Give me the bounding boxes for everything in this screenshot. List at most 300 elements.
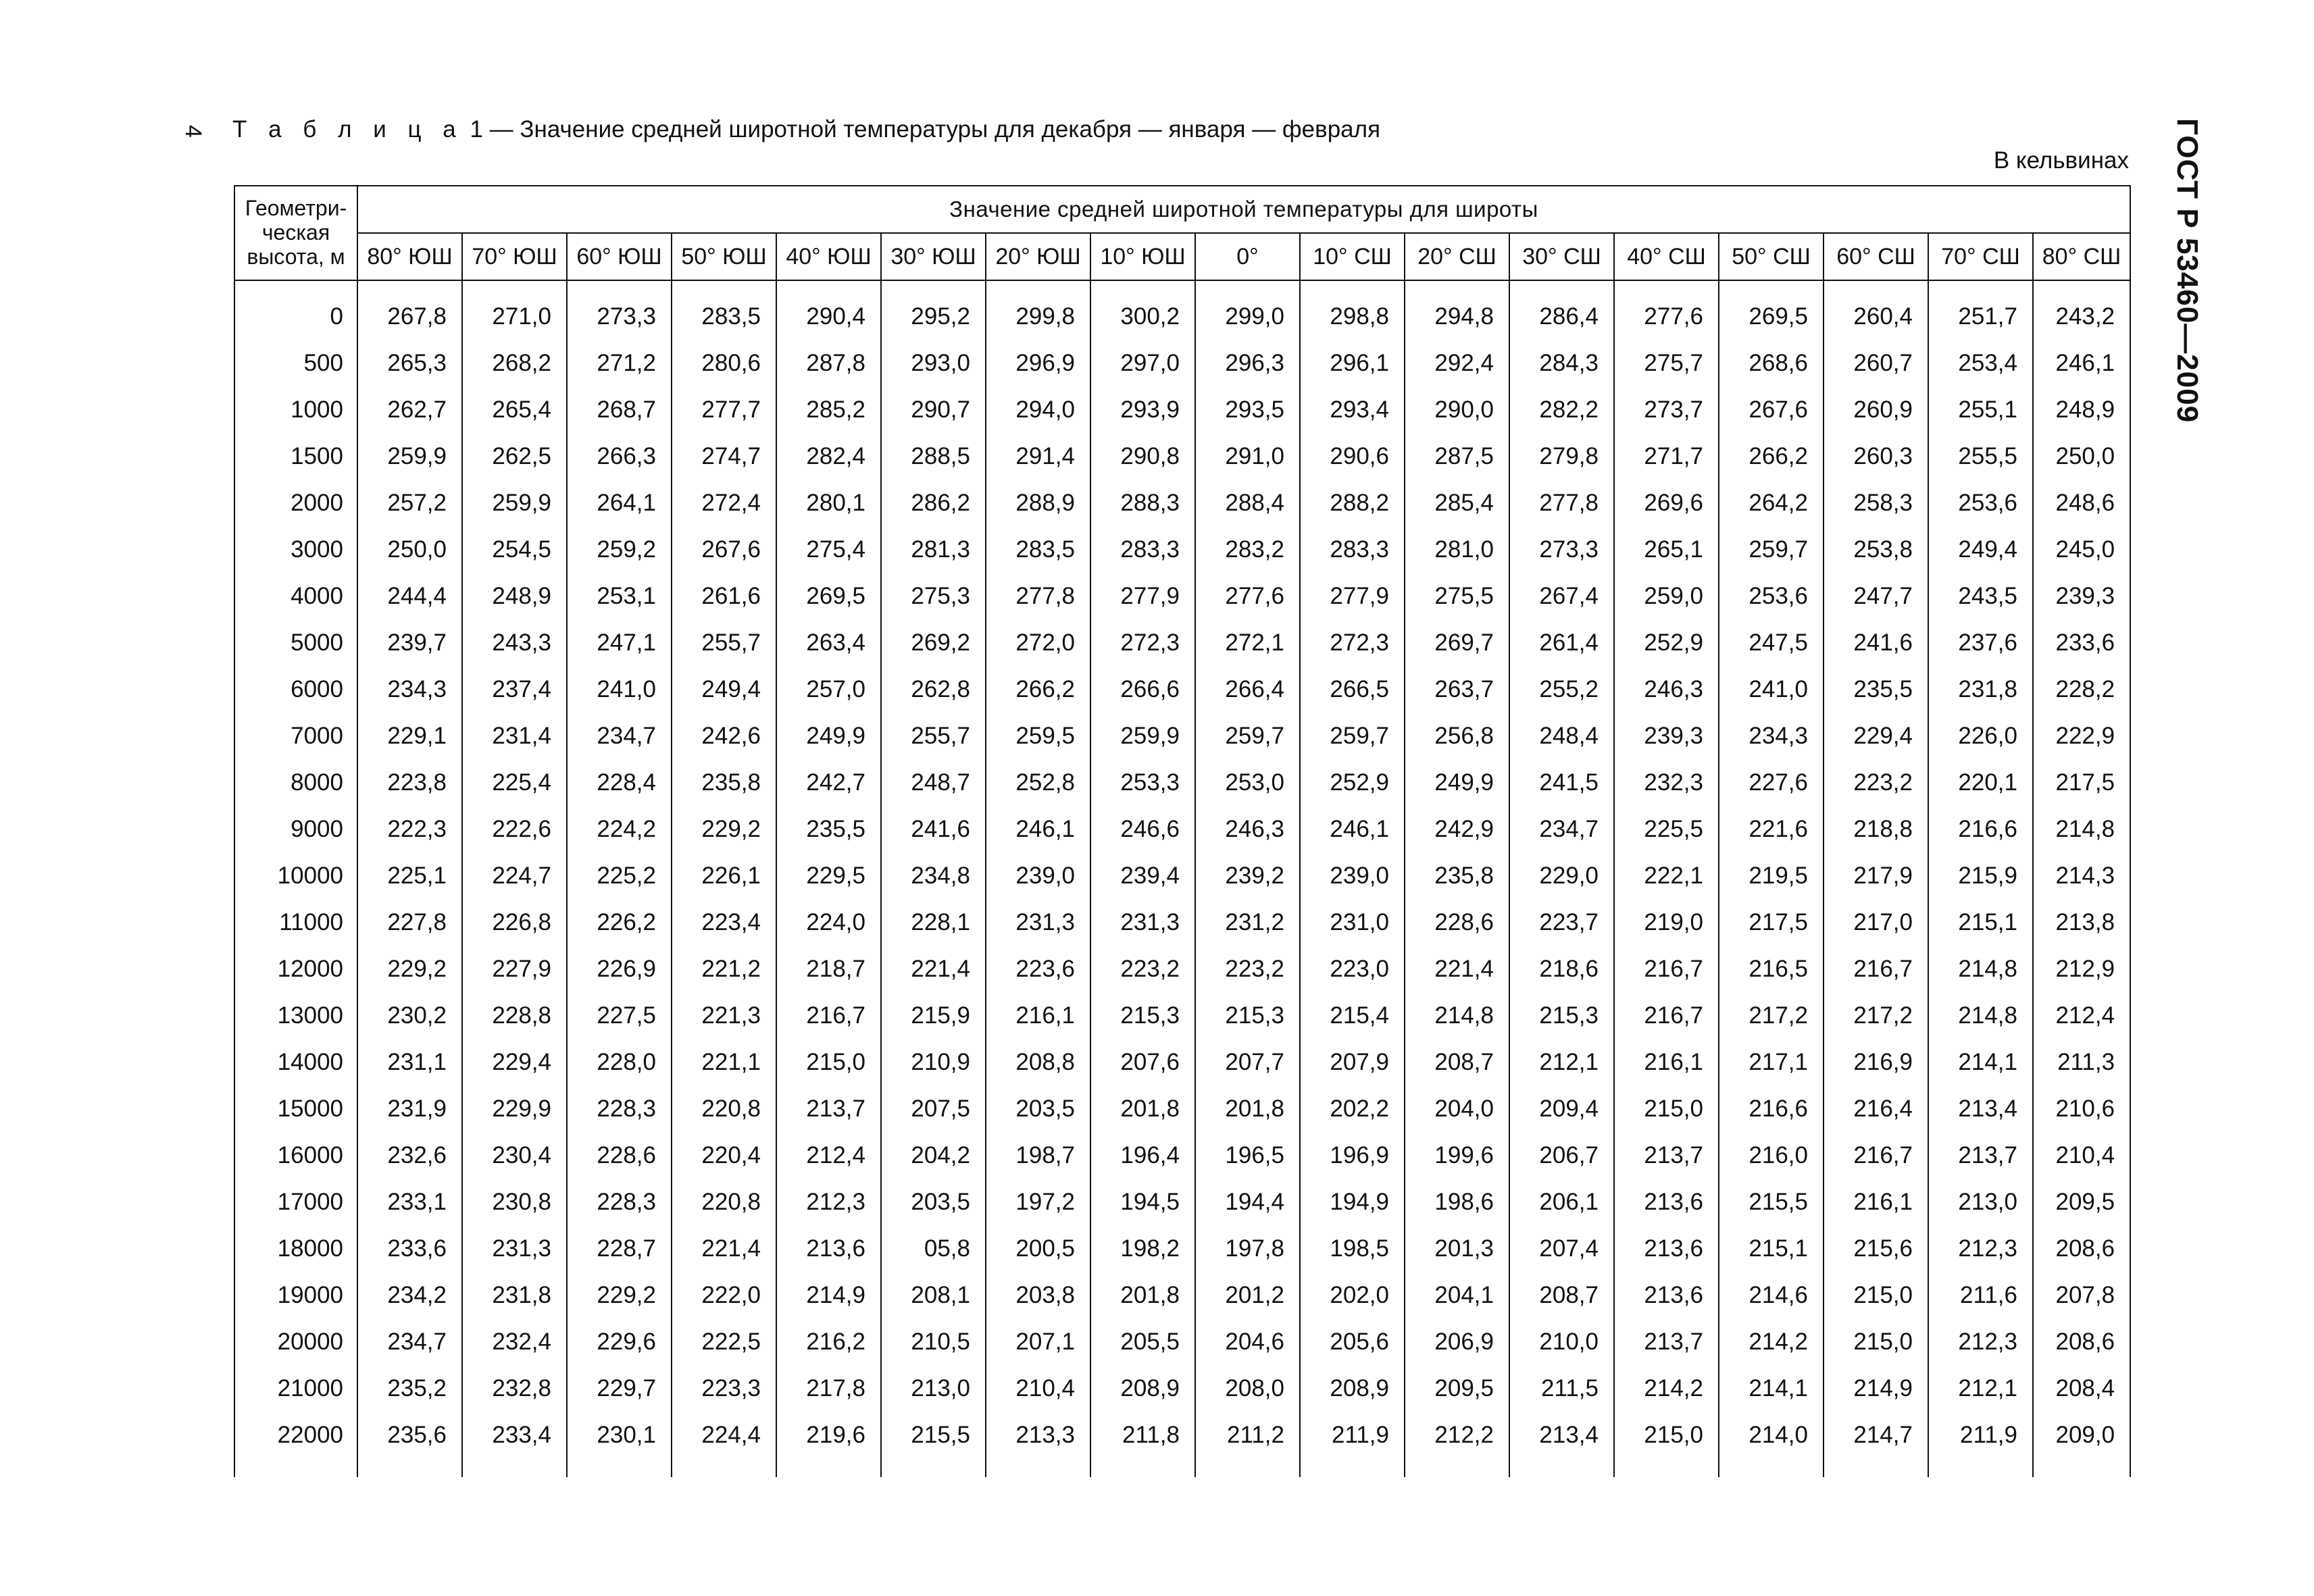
temperature-cell: 227,8 bbox=[357, 899, 462, 946]
temperature-cell: 244,4 bbox=[357, 573, 462, 619]
temperature-cell: 269,5 bbox=[776, 573, 881, 619]
temperature-cell: 215,9 bbox=[881, 992, 986, 1039]
latitude-header: 50° СШ bbox=[1719, 233, 1823, 280]
table-row bbox=[234, 1272, 2130, 1318]
temperature-cell: 247,1 bbox=[567, 619, 672, 666]
temperature-cell: 266,2 bbox=[986, 666, 1090, 713]
temperature-cell: 262,8 bbox=[881, 666, 986, 713]
temperature-cell: 208,7 bbox=[1405, 1039, 1509, 1085]
temperature-cell: 201,8 bbox=[1090, 1085, 1195, 1132]
height-cell: 11000 bbox=[234, 899, 357, 946]
temperature-cell: 232,3 bbox=[1614, 759, 1719, 806]
temperature-cell: 239,3 bbox=[2033, 573, 2130, 619]
temperature-cell: 242,6 bbox=[672, 713, 776, 759]
temperature-cell: 213,4 bbox=[1509, 1412, 1614, 1458]
table-row bbox=[234, 992, 2130, 1039]
tail-cell bbox=[1614, 1458, 1719, 1477]
temperature-cell: 246,1 bbox=[986, 806, 1090, 852]
temperature-cell: 255,5 bbox=[1928, 433, 2033, 480]
temperature-cell: 275,4 bbox=[776, 526, 881, 573]
temperature-cell: 217,2 bbox=[1823, 992, 1928, 1039]
temperature-cell: 296,1 bbox=[1300, 340, 1405, 386]
temperature-cell: 248,9 bbox=[462, 573, 567, 619]
temperature-cell: 212,2 bbox=[1405, 1412, 1509, 1458]
temperature-cell: 207,1 bbox=[986, 1318, 1090, 1365]
tail-cell bbox=[1090, 1458, 1195, 1477]
temperature-cell: 285,4 bbox=[1405, 480, 1509, 526]
latitude-header: 40° ЮШ bbox=[776, 233, 881, 280]
temperature-cell: 221,4 bbox=[1405, 946, 1509, 992]
temperature-cell: 207,5 bbox=[881, 1085, 986, 1132]
temperature-cell: 231,3 bbox=[986, 899, 1090, 946]
temperature-cell: 203,8 bbox=[986, 1272, 1090, 1318]
temperature-cell: 231,3 bbox=[1090, 899, 1195, 946]
temperature-cell: 216,7 bbox=[1614, 946, 1719, 992]
gap-cell bbox=[234, 280, 357, 293]
temperature-cell: 239,0 bbox=[1300, 852, 1405, 899]
temperature-cell: 204,6 bbox=[1195, 1318, 1300, 1365]
temperature-cell: 277,6 bbox=[1195, 573, 1300, 619]
temperature-cell: 222,0 bbox=[672, 1272, 776, 1318]
height-cell: 19000 bbox=[234, 1272, 357, 1318]
temperature-cell: 220,1 bbox=[1928, 759, 2033, 806]
temperature-cell: 256,8 bbox=[1405, 713, 1509, 759]
temperature-cell: 275,5 bbox=[1405, 573, 1509, 619]
temperature-cell: 252,9 bbox=[1300, 759, 1405, 806]
height-cell: 8000 bbox=[234, 759, 357, 806]
temperature-cell: 221,3 bbox=[672, 992, 776, 1039]
temperature-cell: 250,0 bbox=[357, 526, 462, 573]
temperature-cell: 248,6 bbox=[2033, 480, 2130, 526]
temperature-cell: 228,3 bbox=[567, 1085, 672, 1132]
temperature-cell: 279,8 bbox=[1509, 433, 1614, 480]
temperature-cell: 229,2 bbox=[672, 806, 776, 852]
temperature-cell: 216,6 bbox=[1928, 806, 2033, 852]
temperature-cell: 231,4 bbox=[462, 713, 567, 759]
temperature-cell: 239,2 bbox=[1195, 852, 1300, 899]
temperature-cell: 300,2 bbox=[1090, 293, 1195, 340]
temperature-cell: 242,7 bbox=[776, 759, 881, 806]
temperature-cell: 219,6 bbox=[776, 1412, 881, 1458]
temperature-cell: 267,4 bbox=[1509, 573, 1614, 619]
temperature-cell: 293,0 bbox=[881, 340, 986, 386]
temperature-cell: 281,0 bbox=[1405, 526, 1509, 573]
temperature-cell: 249,9 bbox=[776, 713, 881, 759]
temperature-cell: 230,2 bbox=[357, 992, 462, 1039]
temperature-cell: 248,7 bbox=[881, 759, 986, 806]
temperature-cell: 223,4 bbox=[672, 899, 776, 946]
temperature-cell: 272,3 bbox=[1300, 619, 1405, 666]
temperature-cell: 229,9 bbox=[462, 1085, 567, 1132]
table-row bbox=[234, 899, 2130, 946]
temperature-cell: 223,2 bbox=[1823, 759, 1928, 806]
latitude-header: 40° СШ bbox=[1614, 233, 1719, 280]
temperature-cell: 223,3 bbox=[672, 1365, 776, 1412]
temperature-cell: 218,6 bbox=[1509, 946, 1614, 992]
temperature-cell: 216,7 bbox=[1823, 1132, 1928, 1179]
temperature-cell: 207,4 bbox=[1509, 1225, 1614, 1272]
temperature-cell: 268,7 bbox=[567, 386, 672, 433]
tail-cell bbox=[234, 1458, 357, 1477]
temperature-cell: 225,1 bbox=[357, 852, 462, 899]
temperature-cell: 235,6 bbox=[357, 1412, 462, 1458]
temperature-cell: 220,8 bbox=[672, 1179, 776, 1225]
temperature-cell: 255,7 bbox=[881, 713, 986, 759]
temperature-cell: 222,6 bbox=[462, 806, 567, 852]
temperature-cell: 222,1 bbox=[1614, 852, 1719, 899]
temperature-cell: 269,6 bbox=[1614, 480, 1719, 526]
temperature-cell: 260,3 bbox=[1823, 433, 1928, 480]
temperature-cell: 232,6 bbox=[357, 1132, 462, 1179]
temperature-cell: 299,0 bbox=[1195, 293, 1300, 340]
temperature-cell: 293,5 bbox=[1195, 386, 1300, 433]
temperature-cell: 273,3 bbox=[1509, 526, 1614, 573]
temperature-cell: 228,2 bbox=[2033, 666, 2130, 713]
height-cell: 13000 bbox=[234, 992, 357, 1039]
gap-cell bbox=[881, 280, 986, 293]
temperature-cell: 214,2 bbox=[1719, 1318, 1823, 1365]
temperature-cell: 249,4 bbox=[1928, 526, 2033, 573]
temperature-cell: 216,7 bbox=[776, 992, 881, 1039]
temperature-cell: 213,7 bbox=[1614, 1132, 1719, 1179]
temperature-cell: 213,6 bbox=[1614, 1225, 1719, 1272]
gap-cell bbox=[567, 280, 672, 293]
temperature-cell: 213,0 bbox=[1928, 1179, 2033, 1225]
temperature-cell: 225,2 bbox=[567, 852, 672, 899]
temperature-cell: 229,1 bbox=[357, 713, 462, 759]
temperature-cell: 242,9 bbox=[1405, 806, 1509, 852]
temperature-cell: 259,9 bbox=[1090, 713, 1195, 759]
latitude-header: 80° ЮШ bbox=[357, 233, 462, 280]
temperature-cell: 228,1 bbox=[881, 899, 986, 946]
temperature-cell: 229,7 bbox=[567, 1365, 672, 1412]
temperature-cell: 228,8 bbox=[462, 992, 567, 1039]
gap-cell bbox=[1823, 280, 1928, 293]
table-row bbox=[234, 806, 2130, 852]
temperature-cell: 246,6 bbox=[1090, 806, 1195, 852]
temperature-cell: 204,0 bbox=[1405, 1085, 1509, 1132]
temperature-cell: 213,6 bbox=[776, 1225, 881, 1272]
temperature-cell: 226,1 bbox=[672, 852, 776, 899]
temperature-cell: 287,5 bbox=[1405, 433, 1509, 480]
temperature-cell: 212,3 bbox=[1928, 1318, 2033, 1365]
temperature-cell: 260,9 bbox=[1823, 386, 1928, 433]
temperature-cell: 234,3 bbox=[357, 666, 462, 713]
latitude-header: 30° СШ bbox=[1509, 233, 1614, 280]
temperature-cell: 239,3 bbox=[1614, 713, 1719, 759]
temperature-cell: 212,3 bbox=[776, 1179, 881, 1225]
latitude-header: 20° ЮШ bbox=[986, 233, 1090, 280]
table-caption bbox=[232, 116, 1380, 143]
temperature-cell: 269,2 bbox=[881, 619, 986, 666]
temperature-cell: 255,1 bbox=[1928, 386, 2033, 433]
temperature-cell: 273,3 bbox=[567, 293, 672, 340]
temperature-cell: 259,9 bbox=[357, 433, 462, 480]
temperature-cell: 293,9 bbox=[1090, 386, 1195, 433]
temperature-cell: 259,9 bbox=[462, 480, 567, 526]
temperature-cell: 215,5 bbox=[1719, 1179, 1823, 1225]
document-code: ГОСТ Р 53460—2009 bbox=[2171, 118, 2204, 423]
temperature-cell: 234,7 bbox=[1509, 806, 1614, 852]
temperature-cell: 209,5 bbox=[2033, 1179, 2130, 1225]
temperature-cell: 227,5 bbox=[567, 992, 672, 1039]
table-row bbox=[234, 759, 2130, 806]
gap-cell bbox=[672, 280, 776, 293]
temperature-cell: 283,5 bbox=[986, 526, 1090, 573]
temperature-cell: 257,0 bbox=[776, 666, 881, 713]
temperature-cell: 261,6 bbox=[672, 573, 776, 619]
temperature-cell: 260,4 bbox=[1823, 293, 1928, 340]
temperature-cell: 266,5 bbox=[1300, 666, 1405, 713]
temperature-cell: 235,8 bbox=[1405, 852, 1509, 899]
height-cell: 7000 bbox=[234, 713, 357, 759]
temperature-cell: 239,7 bbox=[357, 619, 462, 666]
height-cell: 20000 bbox=[234, 1318, 357, 1365]
tail-cell bbox=[1823, 1458, 1928, 1477]
temperature-cell: 216,0 bbox=[1719, 1132, 1823, 1179]
temperature-cell: 230,4 bbox=[462, 1132, 567, 1179]
temperature-cell: 241,6 bbox=[1823, 619, 1928, 666]
gap-cell bbox=[2033, 280, 2130, 293]
temperature-cell: 213,7 bbox=[1928, 1132, 2033, 1179]
temperature-cell: 232,4 bbox=[462, 1318, 567, 1365]
temperature-cell: 263,4 bbox=[776, 619, 881, 666]
gap-cell bbox=[1405, 280, 1509, 293]
temperature-cell: 208,7 bbox=[1509, 1272, 1614, 1318]
temperature-cell: 196,9 bbox=[1300, 1132, 1405, 1179]
temperature-cell: 213,3 bbox=[986, 1412, 1090, 1458]
page-number: 4 bbox=[180, 125, 206, 138]
temperature-cell: 277,7 bbox=[672, 386, 776, 433]
height-cell: 1000 bbox=[234, 386, 357, 433]
table-row bbox=[234, 713, 2130, 759]
temperature-cell: 198,7 bbox=[986, 1132, 1090, 1179]
temperature-cell: 224,7 bbox=[462, 852, 567, 899]
temperature-cell: 213,7 bbox=[1614, 1318, 1719, 1365]
temperature-cell: 214,8 bbox=[1928, 992, 2033, 1039]
temperature-cell: 241,5 bbox=[1509, 759, 1614, 806]
temperature-cell: 229,4 bbox=[462, 1039, 567, 1085]
temperature-cell: 229,6 bbox=[567, 1318, 672, 1365]
temperature-cell: 272,1 bbox=[1195, 619, 1300, 666]
temperature-cell: 272,0 bbox=[986, 619, 1090, 666]
temperature-cell: 200,5 bbox=[986, 1225, 1090, 1272]
temperature-cell: 288,3 bbox=[1090, 480, 1195, 526]
temperature-cell: 217,5 bbox=[1719, 899, 1823, 946]
temperature-cell: 217,9 bbox=[1823, 852, 1928, 899]
temperature-cell: 259,0 bbox=[1614, 573, 1719, 619]
tail-cell bbox=[1509, 1458, 1614, 1477]
temperature-cell: 228,6 bbox=[567, 1132, 672, 1179]
table-row bbox=[234, 1318, 2130, 1365]
temperature-cell: 218,8 bbox=[1823, 806, 1928, 852]
temperature-cell: 288,4 bbox=[1195, 480, 1300, 526]
temperature-cell: 286,2 bbox=[881, 480, 986, 526]
temperature-cell: 223,0 bbox=[1300, 946, 1405, 992]
temperature-cell: 198,2 bbox=[1090, 1225, 1195, 1272]
temperature-cell: 196,5 bbox=[1195, 1132, 1300, 1179]
temperature-cell: 215,0 bbox=[1823, 1272, 1928, 1318]
temperature-cell: 292,4 bbox=[1405, 340, 1509, 386]
header-gap-row bbox=[234, 280, 2130, 293]
temperature-cell: 216,7 bbox=[1614, 992, 1719, 1039]
temperature-cell: 277,6 bbox=[1614, 293, 1719, 340]
temperature-cell: 268,6 bbox=[1719, 340, 1823, 386]
gap-cell bbox=[462, 280, 567, 293]
temperature-cell: 277,8 bbox=[986, 573, 1090, 619]
temperature-cell: 237,4 bbox=[462, 666, 567, 713]
temperature-cell: 215,0 bbox=[1614, 1412, 1719, 1458]
temperature-cell: 233,6 bbox=[2033, 619, 2130, 666]
temperature-cell: 202,2 bbox=[1300, 1085, 1405, 1132]
temperature-cell: 211,9 bbox=[1300, 1412, 1405, 1458]
temperature-cell: 211,2 bbox=[1195, 1412, 1300, 1458]
temperature-cell: 226,0 bbox=[1928, 713, 2033, 759]
temperature-cell: 203,5 bbox=[881, 1179, 986, 1225]
tail-cell bbox=[776, 1458, 881, 1477]
temperature-cell: 253,4 bbox=[1928, 340, 2033, 386]
temperature-cell: 234,8 bbox=[881, 852, 986, 899]
table-row bbox=[234, 1412, 2130, 1458]
gap-cell bbox=[1300, 280, 1405, 293]
latitude-header: 60° ЮШ bbox=[567, 233, 672, 280]
temperature-cell: 201,2 bbox=[1195, 1272, 1300, 1318]
temperature-cell: 214,2 bbox=[1614, 1365, 1719, 1412]
gap-cell bbox=[776, 280, 881, 293]
latitude-group-header: Значение средней широтной температуры для широты bbox=[357, 186, 2130, 233]
temperature-cell: 216,4 bbox=[1823, 1085, 1928, 1132]
temperature-cell: 214,3 bbox=[2033, 852, 2130, 899]
temperature-cell: 241,0 bbox=[567, 666, 672, 713]
temperature-cell: 227,6 bbox=[1719, 759, 1823, 806]
table-row bbox=[234, 526, 2130, 573]
height-cell: 10000 bbox=[234, 852, 357, 899]
temperature-cell: 266,3 bbox=[567, 433, 672, 480]
latitude-header: 10° ЮШ bbox=[1090, 233, 1195, 280]
temperature-cell: 228,0 bbox=[567, 1039, 672, 1085]
temperature-cell: 228,7 bbox=[567, 1225, 672, 1272]
temperature-cell: 290,0 bbox=[1405, 386, 1509, 433]
latitude-header: 0° bbox=[1195, 233, 1300, 280]
temperature-cell: 229,2 bbox=[567, 1272, 672, 1318]
temperature-cell: 265,3 bbox=[357, 340, 462, 386]
temperature-cell: 213,6 bbox=[1614, 1179, 1719, 1225]
temperature-cell: 210,6 bbox=[2033, 1085, 2130, 1132]
table-row bbox=[234, 1179, 2130, 1225]
height-cell: 15000 bbox=[234, 1085, 357, 1132]
temperature-cell: 246,1 bbox=[2033, 340, 2130, 386]
temperature-cell: 267,6 bbox=[672, 526, 776, 573]
temperature-cell: 274,7 bbox=[672, 433, 776, 480]
temperature-cell: 214,6 bbox=[1719, 1272, 1823, 1318]
temperature-cell: 264,1 bbox=[567, 480, 672, 526]
temperature-cell: 234,7 bbox=[357, 1318, 462, 1365]
temperature-cell: 206,9 bbox=[1405, 1318, 1509, 1365]
temperature-cell: 229,2 bbox=[357, 946, 462, 992]
temperature-cell: 228,4 bbox=[567, 759, 672, 806]
temperature-cell: 215,4 bbox=[1300, 992, 1405, 1039]
height-cell: 22000 bbox=[234, 1412, 357, 1458]
height-cell: 1500 bbox=[234, 433, 357, 480]
table-row bbox=[234, 1225, 2130, 1272]
temperature-cell: 199,6 bbox=[1405, 1132, 1509, 1179]
temperature-cell: 208,6 bbox=[2033, 1318, 2130, 1365]
table-row bbox=[234, 666, 2130, 713]
temperature-cell: 204,1 bbox=[1405, 1272, 1509, 1318]
temperature-cell: 202,0 bbox=[1300, 1272, 1405, 1318]
temperature-cell: 208,9 bbox=[1090, 1365, 1195, 1412]
temperature-cell: 201,8 bbox=[1090, 1272, 1195, 1318]
temperature-cell: 212,1 bbox=[1928, 1365, 2033, 1412]
temperature-cell: 288,2 bbox=[1300, 480, 1405, 526]
latitude-header-row bbox=[234, 233, 2130, 280]
temperature-cell: 225,5 bbox=[1614, 806, 1719, 852]
temperature-cell: 283,3 bbox=[1300, 526, 1405, 573]
latitude-header: 20° СШ bbox=[1405, 233, 1509, 280]
temperature-cell: 223,8 bbox=[357, 759, 462, 806]
height-cell: 6000 bbox=[234, 666, 357, 713]
temperature-cell: 209,0 bbox=[2033, 1412, 2130, 1458]
temperature-cell: 266,4 bbox=[1195, 666, 1300, 713]
table-body bbox=[234, 280, 2130, 1477]
temperature-cell: 210,0 bbox=[1509, 1318, 1614, 1365]
temperature-cell: 295,2 bbox=[881, 293, 986, 340]
temperature-cell: 290,6 bbox=[1300, 433, 1405, 480]
temperature-cell: 231,8 bbox=[462, 1272, 567, 1318]
table-row bbox=[234, 1085, 2130, 1132]
temperature-cell: 265,1 bbox=[1614, 526, 1719, 573]
temperature-cell: 221,4 bbox=[881, 946, 986, 992]
temperature-cell: 237,6 bbox=[1928, 619, 2033, 666]
tail-cell bbox=[1719, 1458, 1823, 1477]
temperature-cell: 246,3 bbox=[1614, 666, 1719, 713]
temperature-cell: 271,2 bbox=[567, 340, 672, 386]
temperature-cell: 231,3 bbox=[462, 1225, 567, 1272]
temperature-cell: 216,6 bbox=[1719, 1085, 1823, 1132]
temperature-cell: 269,7 bbox=[1405, 619, 1509, 666]
temperature-cell: 215,3 bbox=[1195, 992, 1300, 1039]
temperature-cell: 290,7 bbox=[881, 386, 986, 433]
temperature-cell: 277,9 bbox=[1090, 573, 1195, 619]
temperature-cell: 241,6 bbox=[881, 806, 986, 852]
gap-cell bbox=[1509, 280, 1614, 293]
temperature-cell: 215,9 bbox=[1928, 852, 2033, 899]
temperature-cell: 217,8 bbox=[776, 1365, 881, 1412]
temperature-cell: 234,7 bbox=[567, 713, 672, 759]
temperature-cell: 283,3 bbox=[1090, 526, 1195, 573]
tail-cell bbox=[2033, 1458, 2130, 1477]
temperature-cell: 243,5 bbox=[1928, 573, 2033, 619]
temperature-cell: 291,0 bbox=[1195, 433, 1300, 480]
tail-cell bbox=[986, 1458, 1090, 1477]
temperature-cell: 262,5 bbox=[462, 433, 567, 480]
temperature-cell: 265,4 bbox=[462, 386, 567, 433]
temperature-cell: 250,0 bbox=[2033, 433, 2130, 480]
temperature-cell: 203,5 bbox=[986, 1085, 1090, 1132]
temperature-cell: 272,3 bbox=[1090, 619, 1195, 666]
temperature-cell: 259,7 bbox=[1719, 526, 1823, 573]
temperature-cell: 231,2 bbox=[1195, 899, 1300, 946]
temperature-cell: 280,1 bbox=[776, 480, 881, 526]
temperature-cell: 263,7 bbox=[1405, 666, 1509, 713]
temperature-cell: 198,6 bbox=[1405, 1179, 1509, 1225]
temperature-cell: 210,4 bbox=[2033, 1132, 2130, 1179]
temperature-cell: 215,0 bbox=[776, 1039, 881, 1085]
temperature-cell: 277,9 bbox=[1300, 573, 1405, 619]
temperature-cell: 197,2 bbox=[986, 1179, 1090, 1225]
temperature-cell: 212,3 bbox=[1928, 1225, 2033, 1272]
temperature-cell: 261,4 bbox=[1509, 619, 1614, 666]
